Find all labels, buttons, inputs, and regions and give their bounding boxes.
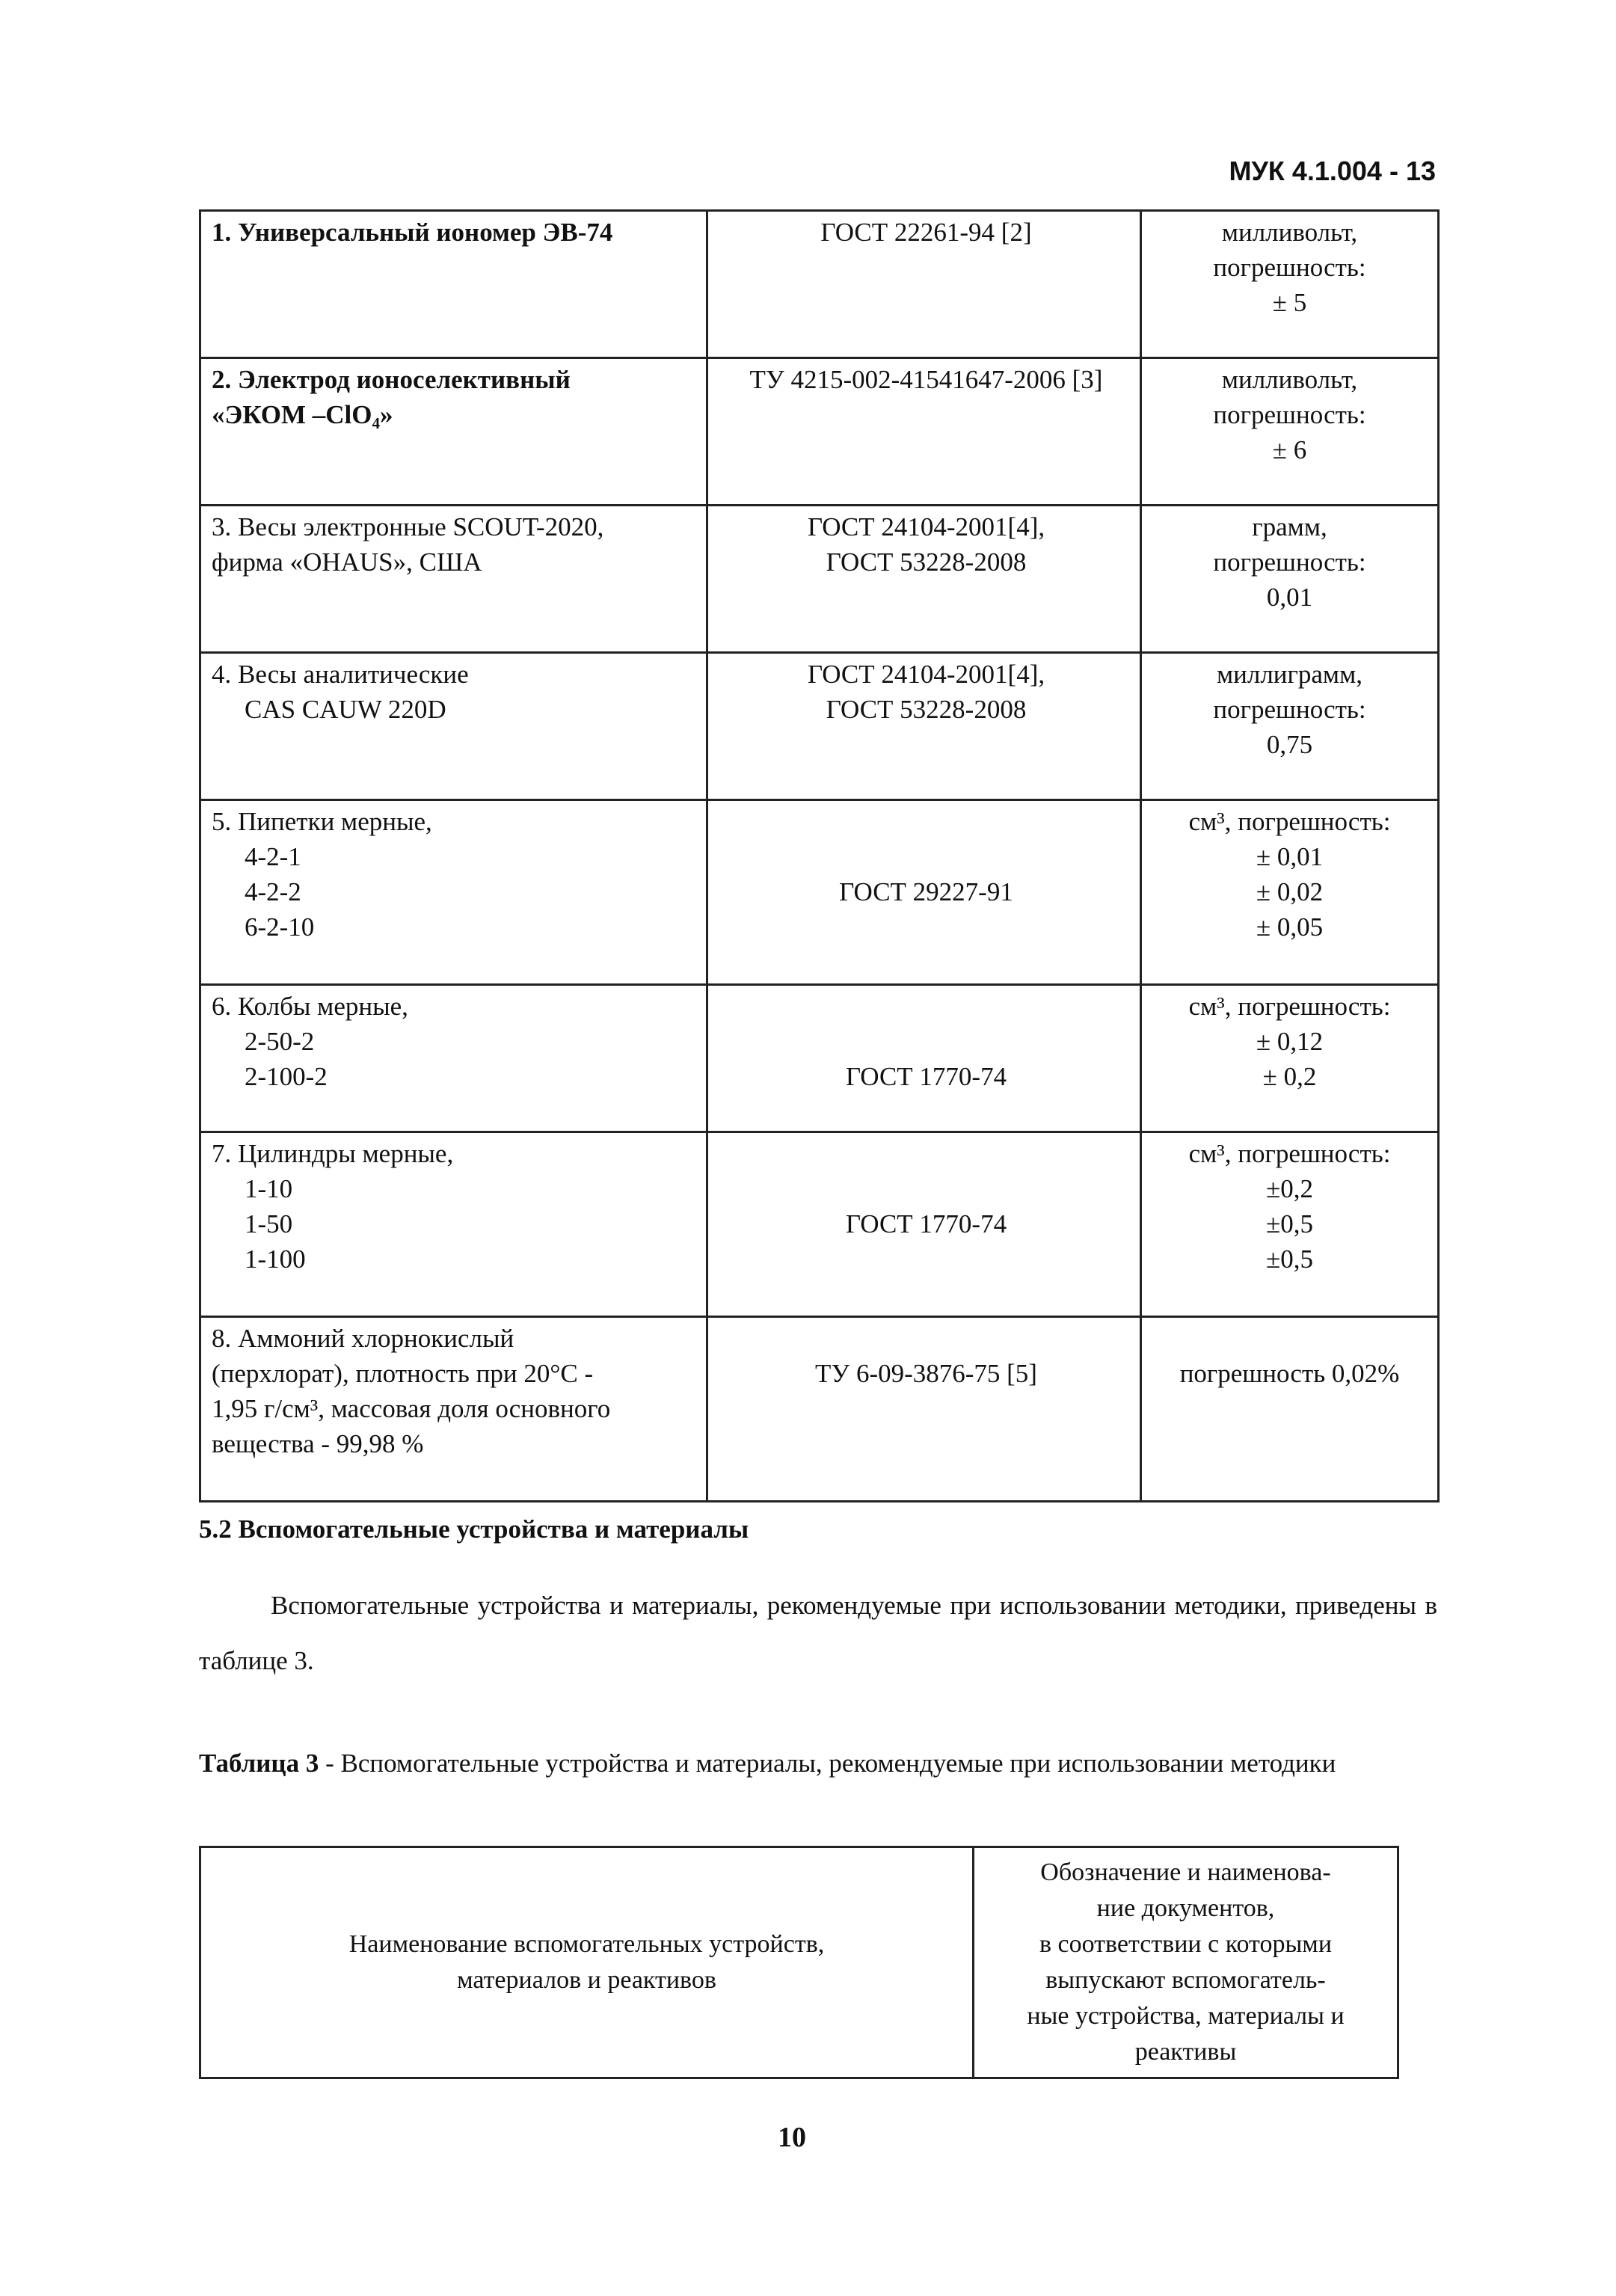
instruments-table xyxy=(199,209,1440,1502)
cell-line: 6. Колбы мерные, xyxy=(212,992,408,1021)
item-name-cell xyxy=(200,506,707,653)
cell-line xyxy=(719,839,1134,874)
header-line: выпускают вспомогатель- xyxy=(1045,1966,1326,1994)
cell-line: ±0,2 xyxy=(1266,1174,1313,1203)
cell-line: CAS CAUW 220D xyxy=(245,695,446,724)
document-cell xyxy=(707,1132,1141,1317)
cell-line: 5. Пипетки мерные, xyxy=(212,807,432,836)
header-line: Наименование вспомогательных устройств, xyxy=(348,1930,825,1958)
instruments-table-body xyxy=(200,211,1439,1502)
cell-line: ± 0,02 xyxy=(1256,877,1324,906)
cell-line: ГОСТ 24104-2001[4], xyxy=(807,512,1045,541)
table-row xyxy=(200,1132,1439,1317)
item-name-cell xyxy=(200,985,707,1132)
cell-line: 1. Универсальный иономер ЭВ-74 xyxy=(212,218,613,247)
page-number: 10 xyxy=(778,2122,806,2153)
cell-line xyxy=(719,989,1134,1024)
cell-line: 7. Цилиндры мерные, xyxy=(212,1139,454,1168)
cell-line: ГОСТ 24104-2001[4], xyxy=(807,660,1045,689)
cell-line: ± 0,12 xyxy=(1256,1027,1324,1056)
header-line: ные устройства, материалы и xyxy=(1027,2002,1345,2030)
table-row xyxy=(200,800,1439,985)
specification-cell xyxy=(1141,1132,1439,1317)
cell-line: см³, погрешность: xyxy=(1188,1139,1391,1168)
table3-caption xyxy=(199,1735,1437,1792)
cell-line: ГОСТ 29227-91 xyxy=(839,877,1013,906)
cell-line: милливольт, xyxy=(1221,365,1358,394)
auxiliary-table-header-row xyxy=(200,1847,1398,2078)
cell-line: ТУ 6-09-3876-75 [5] xyxy=(815,1359,1037,1388)
cell-line: 2. Электрод ионоселективный xyxy=(212,365,571,394)
cell-line xyxy=(719,1024,1134,1059)
table-row xyxy=(200,506,1439,653)
cell-line: см³, погрешность: xyxy=(1188,807,1391,836)
table-row xyxy=(200,358,1439,506)
cell-line: вещества - 99,98 % xyxy=(212,1429,424,1458)
cell-line: 1-10 xyxy=(245,1174,293,1203)
cell-line: ± 0,01 xyxy=(1256,842,1324,871)
cell-line: погрешность: xyxy=(1213,400,1366,429)
cell-line xyxy=(719,1321,1134,1356)
cell-line: 0,75 xyxy=(1266,730,1313,759)
cell-line: 2-50-2 xyxy=(245,1027,315,1056)
cell-line: ± 0,05 xyxy=(1256,912,1324,942)
table3-caption-label: Таблица 3 xyxy=(199,1749,319,1778)
cell-line: погрешность 0,02% xyxy=(1179,1359,1400,1388)
cell-line: (перхлорат), плотность при 20°С - xyxy=(212,1359,594,1388)
auxiliary-header-col2 xyxy=(974,1847,1398,2078)
cell-line: 3. Весы электронные SCOUT-2020, xyxy=(212,512,604,541)
cell-line xyxy=(719,804,1134,839)
document-cell xyxy=(707,506,1141,653)
table3-caption-text: - Вспомогательные устройства и материалы, рекомендуемые при использовании методики xyxy=(319,1749,1336,1778)
header-line: материалов и реактивов xyxy=(457,1966,716,1994)
auxiliary-header-col1 xyxy=(200,1847,974,2078)
cell-line: 4. Весы аналитические xyxy=(212,660,469,689)
table-row xyxy=(200,1317,1439,1502)
cell-line: 1-50 xyxy=(245,1209,293,1238)
table-row xyxy=(200,211,1439,358)
section-title: 5.2 Вспомогательные устройства и материалы xyxy=(199,1514,749,1544)
cell-line: 6-2-10 xyxy=(245,912,315,942)
header-line: Обозначение и наименова- xyxy=(1040,1858,1331,1886)
item-name-cell xyxy=(200,358,707,506)
cell-line: ТУ 4215-002-41541647-2006 [3] xyxy=(749,365,1103,394)
specification-cell xyxy=(1141,985,1439,1132)
item-name-cell xyxy=(200,211,707,358)
cell-line: 8. Аммоний хлорнокислый xyxy=(212,1324,514,1353)
specification-cell xyxy=(1141,800,1439,985)
cell-line: ± 0,2 xyxy=(1262,1062,1317,1091)
cell-line: ± 5 xyxy=(1272,288,1307,317)
cell-line: ± 6 xyxy=(1272,435,1307,464)
header-line: в соответствии с которыми xyxy=(1039,1930,1333,1958)
table-row xyxy=(200,653,1439,800)
cell-line: погрешность: xyxy=(1213,253,1366,282)
document-cell xyxy=(707,800,1141,985)
cell-line: 1,95 г/см³, массовая доля основного xyxy=(212,1394,611,1423)
cell-line xyxy=(719,1136,1134,1171)
cell-line: ГОСТ 22261-94 [2] xyxy=(820,218,1032,247)
cell-line: 0,01 xyxy=(1266,583,1313,612)
header-line: ние документов, xyxy=(1096,1894,1275,1922)
item-name-cell xyxy=(200,1317,707,1502)
document-cell xyxy=(707,985,1141,1132)
section-paragraph: Вспомогательные устройства и материалы, рекомендуемые при использовании методики, приведены в таблице 3. xyxy=(199,1591,1437,1675)
header-line: реактивы xyxy=(1134,2038,1237,2066)
cell-line: 4-2-2 xyxy=(245,877,301,906)
cell-line: миллиграмм, xyxy=(1217,660,1362,689)
cell-line: ±0,5 xyxy=(1266,1209,1313,1238)
document-cell xyxy=(707,211,1141,358)
document-code: МУК 4.1.004 - 13 xyxy=(1229,156,1436,186)
table-row xyxy=(200,985,1439,1132)
cell-line: милливольт, xyxy=(1221,218,1358,247)
cell-line: погрешность: xyxy=(1213,547,1366,577)
cell-line: ГОСТ 53228-2008 xyxy=(826,547,1027,577)
document-cell xyxy=(707,653,1141,800)
cell-line: грамм, xyxy=(1252,512,1327,541)
cell-line: ГОСТ 1770-74 xyxy=(845,1062,1007,1091)
cell-line: ГОСТ 1770-74 xyxy=(845,1209,1007,1238)
specification-cell xyxy=(1141,1317,1439,1502)
cell-line: фирма «OHAUS», США xyxy=(212,547,482,577)
document-cell xyxy=(707,358,1141,506)
document-cell xyxy=(707,1317,1141,1502)
specification-cell xyxy=(1141,653,1439,800)
cell-line: 1-100 xyxy=(245,1244,306,1274)
specification-cell xyxy=(1141,358,1439,506)
specification-cell xyxy=(1141,506,1439,653)
cell-line: погрешность: xyxy=(1213,695,1366,724)
cell-line xyxy=(1145,1321,1434,1356)
cell-line: ГОСТ 53228-2008 xyxy=(826,695,1027,724)
auxiliary-table xyxy=(199,1846,1399,2079)
item-name-cell xyxy=(200,1132,707,1317)
specification-cell xyxy=(1141,211,1439,358)
item-name-cell xyxy=(200,653,707,800)
cell-line: см³, погрешность: xyxy=(1188,992,1391,1021)
cell-line: 4-2-1 xyxy=(245,842,301,871)
cell-line: ±0,5 xyxy=(1266,1244,1313,1274)
cell-line: «ЭКОМ –ClO₄» xyxy=(212,400,393,429)
cell-line: 2-100-2 xyxy=(245,1062,328,1091)
item-name-cell xyxy=(200,800,707,985)
cell-line xyxy=(719,1171,1134,1206)
